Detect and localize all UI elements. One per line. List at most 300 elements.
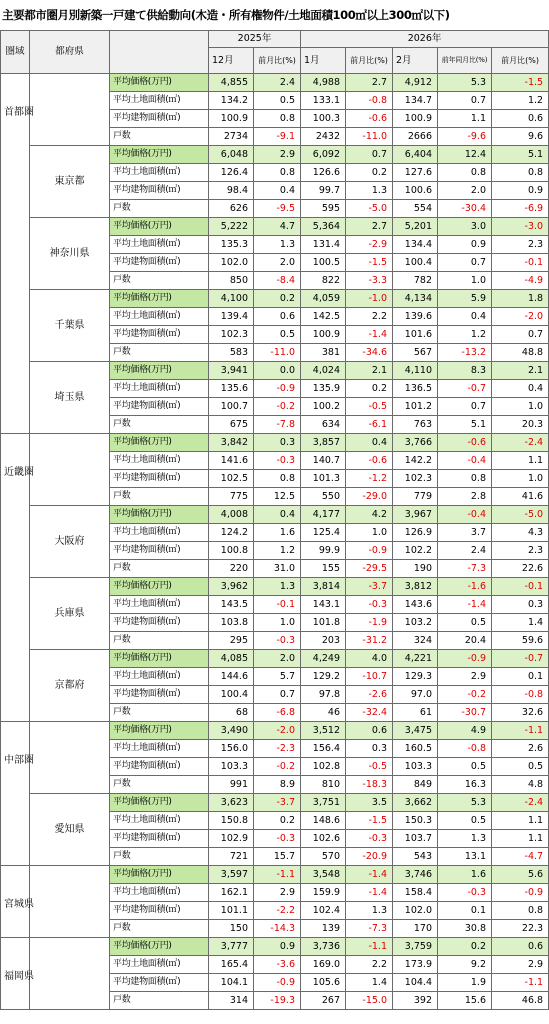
value-cell: 4,912 bbox=[393, 74, 438, 92]
value-cell: 1.4 bbox=[492, 614, 549, 632]
value-cell: 9.2 bbox=[438, 956, 492, 974]
value-cell: 4,134 bbox=[393, 290, 438, 308]
pref-cell bbox=[30, 74, 110, 146]
value-cell: 101.8 bbox=[301, 614, 346, 632]
value-cell: 4,024 bbox=[301, 362, 346, 380]
value-cell: -0.4 bbox=[438, 452, 492, 470]
value-cell: 2.2 bbox=[346, 956, 393, 974]
value-cell: 101.6 bbox=[393, 326, 438, 344]
metric-label: 戸数 bbox=[110, 272, 209, 290]
value-cell: -1.5 bbox=[346, 254, 393, 272]
value-cell: 4,100 bbox=[209, 290, 254, 308]
value-cell: 103.2 bbox=[393, 614, 438, 632]
value-cell: 125.4 bbox=[301, 524, 346, 542]
pref-cell bbox=[30, 722, 110, 794]
value-cell: 150.8 bbox=[209, 812, 254, 830]
value-cell: 100.8 bbox=[209, 542, 254, 560]
value-cell: -1.1 bbox=[492, 722, 549, 740]
value-cell: 129.3 bbox=[393, 668, 438, 686]
value-cell: 46.8 bbox=[492, 992, 549, 1010]
metric-label: 平均建物面積(㎡) bbox=[110, 758, 209, 776]
value-cell: 1.3 bbox=[438, 830, 492, 848]
pref-cell: 神奈川県 bbox=[30, 218, 110, 290]
metric-label: 平均価格(万円) bbox=[110, 578, 209, 596]
value-cell: 156.4 bbox=[301, 740, 346, 758]
value-cell: -0.7 bbox=[492, 650, 549, 668]
value-cell: -20.9 bbox=[346, 848, 393, 866]
value-cell: 220 bbox=[209, 560, 254, 578]
value-cell: -1.5 bbox=[492, 74, 549, 92]
value-cell: -0.6 bbox=[346, 452, 393, 470]
value-cell: 1.9 bbox=[438, 974, 492, 992]
value-cell: 6,048 bbox=[209, 146, 254, 164]
table-row bbox=[1, 866, 549, 884]
value-cell: 103.8 bbox=[209, 614, 254, 632]
value-cell: 4,110 bbox=[393, 362, 438, 380]
value-cell: -1.4 bbox=[346, 884, 393, 902]
value-cell: 99.7 bbox=[301, 182, 346, 200]
value-cell: 1.0 bbox=[438, 272, 492, 290]
month-jan-header: 1月 bbox=[301, 48, 346, 74]
value-cell: 102.5 bbox=[209, 470, 254, 488]
metric-header bbox=[110, 31, 209, 74]
value-cell: 0.2 bbox=[346, 380, 393, 398]
value-cell: -14.3 bbox=[254, 920, 301, 938]
value-cell: -10.7 bbox=[346, 668, 393, 686]
value-cell: 2.0 bbox=[254, 254, 301, 272]
value-cell: -3.7 bbox=[346, 578, 393, 596]
year-2026-header: 2026年 bbox=[301, 31, 549, 48]
value-cell: 142.2 bbox=[393, 452, 438, 470]
value-cell: 127.6 bbox=[393, 164, 438, 182]
value-cell: 170 bbox=[393, 920, 438, 938]
metric-label: 平均建物面積(㎡) bbox=[110, 182, 209, 200]
area-cell: 中部圏 bbox=[1, 722, 30, 866]
value-cell: 0.8 bbox=[254, 470, 301, 488]
value-cell: 31.0 bbox=[254, 560, 301, 578]
metric-label: 平均土地面積(㎡) bbox=[110, 524, 209, 542]
value-cell: 30.8 bbox=[438, 920, 492, 938]
value-cell: 634 bbox=[301, 416, 346, 434]
metric-label: 平均価格(万円) bbox=[110, 218, 209, 236]
metric-label: 平均建物面積(㎡) bbox=[110, 686, 209, 704]
value-cell: 0.2 bbox=[254, 290, 301, 308]
metric-label: 平均価格(万円) bbox=[110, 362, 209, 380]
area-cell: 宮城県 bbox=[1, 866, 30, 938]
value-cell: 1.1 bbox=[492, 452, 549, 470]
value-cell: -1.0 bbox=[346, 290, 393, 308]
value-cell: -2.0 bbox=[492, 308, 549, 326]
value-cell: 0.7 bbox=[438, 92, 492, 110]
value-cell: 5.3 bbox=[438, 74, 492, 92]
value-cell: 98.4 bbox=[209, 182, 254, 200]
value-cell: 103.7 bbox=[393, 830, 438, 848]
value-cell: 101.3 bbox=[301, 470, 346, 488]
value-cell: -1.1 bbox=[492, 974, 549, 992]
value-cell: 583 bbox=[209, 344, 254, 362]
value-cell: 22.3 bbox=[492, 920, 549, 938]
value-cell: -0.1 bbox=[492, 254, 549, 272]
value-cell: 1.3 bbox=[254, 236, 301, 254]
pref-cell: 兵庫県 bbox=[30, 578, 110, 650]
value-cell: 3,967 bbox=[393, 506, 438, 524]
value-cell: 0.2 bbox=[346, 164, 393, 182]
value-cell: 5.9 bbox=[438, 290, 492, 308]
value-cell: 0.5 bbox=[254, 92, 301, 110]
value-cell: 5.6 bbox=[492, 866, 549, 884]
value-cell: -0.9 bbox=[438, 650, 492, 668]
mom-header-dec: 前月比(%) bbox=[254, 48, 301, 74]
value-cell: 0.4 bbox=[438, 308, 492, 326]
value-cell: -1.2 bbox=[346, 470, 393, 488]
value-cell: 100.3 bbox=[301, 110, 346, 128]
value-cell: -0.1 bbox=[254, 596, 301, 614]
value-cell: 41.6 bbox=[492, 488, 549, 506]
value-cell: 6,404 bbox=[393, 146, 438, 164]
value-cell: -3.6 bbox=[254, 956, 301, 974]
value-cell: 822 bbox=[301, 272, 346, 290]
value-cell: 2.0 bbox=[438, 182, 492, 200]
value-cell: 0.6 bbox=[492, 110, 549, 128]
value-cell: -2.4 bbox=[492, 794, 549, 812]
value-cell: -0.2 bbox=[254, 758, 301, 776]
value-cell: 3,597 bbox=[209, 866, 254, 884]
value-cell: 3,766 bbox=[393, 434, 438, 452]
value-cell: -0.9 bbox=[254, 974, 301, 992]
value-cell: -5.0 bbox=[492, 506, 549, 524]
value-cell: 595 bbox=[301, 200, 346, 218]
value-cell: 5.1 bbox=[438, 416, 492, 434]
value-cell: 61 bbox=[393, 704, 438, 722]
value-cell: 1.3 bbox=[254, 578, 301, 596]
value-cell: 155 bbox=[301, 560, 346, 578]
value-cell: -2.3 bbox=[254, 740, 301, 758]
value-cell: 20.4 bbox=[438, 632, 492, 650]
value-cell: -0.9 bbox=[492, 884, 549, 902]
value-cell: 4,249 bbox=[301, 650, 346, 668]
area-header: 圏域 bbox=[1, 31, 30, 74]
value-cell: 0.5 bbox=[438, 812, 492, 830]
yoy-header: 前年同月比(%) bbox=[438, 48, 492, 74]
table-body bbox=[1, 74, 549, 1010]
value-cell: 2.4 bbox=[254, 74, 301, 92]
value-cell: 102.2 bbox=[393, 542, 438, 560]
area-cell: 福岡県 bbox=[1, 938, 30, 1010]
metric-label: 平均建物面積(㎡) bbox=[110, 470, 209, 488]
value-cell: -0.8 bbox=[492, 686, 549, 704]
value-cell: 100.4 bbox=[393, 254, 438, 272]
metric-label: 平均土地面積(㎡) bbox=[110, 596, 209, 614]
value-cell: -0.6 bbox=[346, 110, 393, 128]
metric-label: 平均建物面積(㎡) bbox=[110, 398, 209, 416]
area-cell: 近畿圏 bbox=[1, 434, 30, 722]
value-cell: 100.6 bbox=[393, 182, 438, 200]
value-cell: 4.8 bbox=[492, 776, 549, 794]
value-cell: -19.3 bbox=[254, 992, 301, 1010]
value-cell: 139.4 bbox=[209, 308, 254, 326]
value-cell: 169.0 bbox=[301, 956, 346, 974]
value-cell: 763 bbox=[393, 416, 438, 434]
value-cell: -7.3 bbox=[346, 920, 393, 938]
value-cell: 4,855 bbox=[209, 74, 254, 92]
value-cell: -29.0 bbox=[346, 488, 393, 506]
table-row bbox=[1, 218, 549, 236]
value-cell: 0.8 bbox=[438, 470, 492, 488]
metric-label: 平均土地面積(㎡) bbox=[110, 236, 209, 254]
value-cell: 2.1 bbox=[492, 362, 549, 380]
value-cell: 99.9 bbox=[301, 542, 346, 560]
pref-cell: 千葉県 bbox=[30, 290, 110, 362]
value-cell: -9.5 bbox=[254, 200, 301, 218]
value-cell: 0.5 bbox=[438, 758, 492, 776]
value-cell: 134.2 bbox=[209, 92, 254, 110]
value-cell: 126.6 bbox=[301, 164, 346, 182]
value-cell: 139.6 bbox=[393, 308, 438, 326]
metric-label: 戸数 bbox=[110, 848, 209, 866]
pref-cell: 東京都 bbox=[30, 146, 110, 218]
value-cell: 97.8 bbox=[301, 686, 346, 704]
metric-label: 平均価格(万円) bbox=[110, 794, 209, 812]
metric-label: 戸数 bbox=[110, 488, 209, 506]
value-cell: 102.0 bbox=[393, 902, 438, 920]
metric-label: 平均建物面積(㎡) bbox=[110, 902, 209, 920]
value-cell: 1.0 bbox=[346, 524, 393, 542]
value-cell: 1.4 bbox=[346, 974, 393, 992]
value-cell: 3,623 bbox=[209, 794, 254, 812]
value-cell: 2.2 bbox=[346, 308, 393, 326]
value-cell: 1.0 bbox=[254, 614, 301, 632]
value-cell: 0.8 bbox=[254, 164, 301, 182]
value-cell: 126.4 bbox=[209, 164, 254, 182]
month-feb-header: 2月 bbox=[393, 48, 438, 74]
value-cell: 991 bbox=[209, 776, 254, 794]
value-cell: 775 bbox=[209, 488, 254, 506]
value-cell: 165.4 bbox=[209, 956, 254, 974]
value-cell: 0.6 bbox=[346, 722, 393, 740]
pref-cell: 京都府 bbox=[30, 650, 110, 722]
value-cell: 142.5 bbox=[301, 308, 346, 326]
value-cell: 267 bbox=[301, 992, 346, 1010]
value-cell: 68 bbox=[209, 704, 254, 722]
value-cell: 102.0 bbox=[209, 254, 254, 272]
value-cell: 4,177 bbox=[301, 506, 346, 524]
value-cell: -0.9 bbox=[254, 380, 301, 398]
value-cell: 97.0 bbox=[393, 686, 438, 704]
value-cell: 2.4 bbox=[438, 542, 492, 560]
value-cell: 0.6 bbox=[254, 308, 301, 326]
value-cell: -29.5 bbox=[346, 560, 393, 578]
value-cell: 3,512 bbox=[301, 722, 346, 740]
metric-label: 平均土地面積(㎡) bbox=[110, 164, 209, 182]
value-cell: 104.4 bbox=[393, 974, 438, 992]
value-cell: 4.7 bbox=[254, 218, 301, 236]
value-cell: -31.2 bbox=[346, 632, 393, 650]
pref-cell: 愛知県 bbox=[30, 794, 110, 866]
value-cell: 0.8 bbox=[492, 902, 549, 920]
value-cell: 1.6 bbox=[438, 866, 492, 884]
value-cell: 4,059 bbox=[301, 290, 346, 308]
value-cell: 0.1 bbox=[492, 668, 549, 686]
metric-label: 平均土地面積(㎡) bbox=[110, 884, 209, 902]
value-cell: -30.7 bbox=[438, 704, 492, 722]
value-cell: 2.3 bbox=[492, 236, 549, 254]
value-cell: 136.5 bbox=[393, 380, 438, 398]
value-cell: -8.4 bbox=[254, 272, 301, 290]
metric-label: 平均土地面積(㎡) bbox=[110, 668, 209, 686]
value-cell: 131.4 bbox=[301, 236, 346, 254]
value-cell: -0.3 bbox=[254, 632, 301, 650]
value-cell: 849 bbox=[393, 776, 438, 794]
value-cell: 4,085 bbox=[209, 650, 254, 668]
value-cell: 134.7 bbox=[393, 92, 438, 110]
value-cell: -0.3 bbox=[346, 830, 393, 848]
table-row bbox=[1, 650, 549, 668]
value-cell: 5,222 bbox=[209, 218, 254, 236]
metric-label: 平均価格(万円) bbox=[110, 74, 209, 92]
table-row bbox=[1, 938, 549, 956]
value-cell: 101.1 bbox=[209, 902, 254, 920]
value-cell: 133.1 bbox=[301, 92, 346, 110]
value-cell: 1.8 bbox=[492, 290, 549, 308]
value-cell: 20.3 bbox=[492, 416, 549, 434]
value-cell: 102.4 bbox=[301, 902, 346, 920]
value-cell: 8.3 bbox=[438, 362, 492, 380]
metric-label: 平均価格(万円) bbox=[110, 866, 209, 884]
value-cell: -15.0 bbox=[346, 992, 393, 1010]
metric-label: 戸数 bbox=[110, 920, 209, 938]
value-cell: -0.3 bbox=[254, 452, 301, 470]
metric-label: 戸数 bbox=[110, 344, 209, 362]
metric-label: 平均建物面積(㎡) bbox=[110, 254, 209, 272]
metric-label: 平均価格(万円) bbox=[110, 938, 209, 956]
value-cell: -5.0 bbox=[346, 200, 393, 218]
value-cell: 0.3 bbox=[254, 434, 301, 452]
value-cell: 0.6 bbox=[492, 938, 549, 956]
value-cell: -0.8 bbox=[438, 740, 492, 758]
value-cell: 0.7 bbox=[346, 146, 393, 164]
metric-label: 戸数 bbox=[110, 632, 209, 650]
value-cell: 0.7 bbox=[438, 254, 492, 272]
value-cell: -0.2 bbox=[438, 686, 492, 704]
value-cell: -1.4 bbox=[438, 596, 492, 614]
value-cell: 104.1 bbox=[209, 974, 254, 992]
value-cell: 2.9 bbox=[254, 884, 301, 902]
value-cell: 570 bbox=[301, 848, 346, 866]
value-cell: -4.9 bbox=[492, 272, 549, 290]
value-cell: 105.6 bbox=[301, 974, 346, 992]
value-cell: 721 bbox=[209, 848, 254, 866]
value-cell: -1.9 bbox=[346, 614, 393, 632]
value-cell: -2.0 bbox=[254, 722, 301, 740]
value-cell: 2.9 bbox=[438, 668, 492, 686]
value-cell: 2.8 bbox=[438, 488, 492, 506]
value-cell: 3,751 bbox=[301, 794, 346, 812]
value-cell: -11.0 bbox=[254, 344, 301, 362]
value-cell: 3,812 bbox=[393, 578, 438, 596]
value-cell: 3,814 bbox=[301, 578, 346, 596]
table-row bbox=[1, 362, 549, 380]
value-cell: 3,842 bbox=[209, 434, 254, 452]
value-cell: 102.3 bbox=[393, 470, 438, 488]
value-cell: -1.4 bbox=[346, 866, 393, 884]
value-cell: 2.1 bbox=[346, 362, 393, 380]
value-cell: 124.2 bbox=[209, 524, 254, 542]
value-cell: 2.9 bbox=[254, 146, 301, 164]
value-cell: 0.4 bbox=[492, 380, 549, 398]
value-cell: -7.8 bbox=[254, 416, 301, 434]
value-cell: 0.7 bbox=[492, 326, 549, 344]
value-cell: 4.3 bbox=[492, 524, 549, 542]
value-cell: 32.6 bbox=[492, 704, 549, 722]
value-cell: -4.7 bbox=[492, 848, 549, 866]
metric-label: 平均建物面積(㎡) bbox=[110, 542, 209, 560]
value-cell: 100.9 bbox=[209, 110, 254, 128]
value-cell: 0.3 bbox=[492, 596, 549, 614]
page-title: 主要都市圏月別新築一戸建て供給動向(木造・所有権物件/土地面積100㎡以上300㎡以下) bbox=[2, 8, 450, 22]
value-cell: 1.2 bbox=[438, 326, 492, 344]
value-cell: 0.4 bbox=[254, 506, 301, 524]
metric-label: 平均価格(万円) bbox=[110, 506, 209, 524]
value-cell: 0.7 bbox=[438, 398, 492, 416]
value-cell: 3,759 bbox=[393, 938, 438, 956]
value-cell: -1.5 bbox=[346, 812, 393, 830]
value-cell: 135.6 bbox=[209, 380, 254, 398]
year-2025-header: 2025年 bbox=[209, 31, 301, 48]
value-cell: 100.7 bbox=[209, 398, 254, 416]
value-cell: 143.6 bbox=[393, 596, 438, 614]
area-cell: 首都圏 bbox=[1, 74, 30, 434]
value-cell: -34.6 bbox=[346, 344, 393, 362]
value-cell: 4,988 bbox=[301, 74, 346, 92]
value-cell: 5.3 bbox=[438, 794, 492, 812]
metric-label: 平均土地面積(㎡) bbox=[110, 956, 209, 974]
value-cell: 126.9 bbox=[393, 524, 438, 542]
metric-label: 平均建物面積(㎡) bbox=[110, 614, 209, 632]
table-row bbox=[1, 290, 549, 308]
value-cell: 2666 bbox=[393, 128, 438, 146]
value-cell: 2.7 bbox=[346, 74, 393, 92]
value-cell: 1.2 bbox=[492, 92, 549, 110]
value-cell: 3,962 bbox=[209, 578, 254, 596]
value-cell: -13.2 bbox=[438, 344, 492, 362]
value-cell: 626 bbox=[209, 200, 254, 218]
value-cell: -6.1 bbox=[346, 416, 393, 434]
metric-label: 平均建物面積(㎡) bbox=[110, 326, 209, 344]
value-cell: 203 bbox=[301, 632, 346, 650]
value-cell: 550 bbox=[301, 488, 346, 506]
table-row bbox=[1, 794, 549, 812]
value-cell: -11.0 bbox=[346, 128, 393, 146]
metric-label: 戸数 bbox=[110, 992, 209, 1010]
value-cell: 143.5 bbox=[209, 596, 254, 614]
value-cell: -2.9 bbox=[346, 236, 393, 254]
metric-label: 平均土地面積(㎡) bbox=[110, 812, 209, 830]
value-cell: 8.9 bbox=[254, 776, 301, 794]
value-cell: -3.0 bbox=[492, 218, 549, 236]
metric-label: 戸数 bbox=[110, 776, 209, 794]
value-cell: 135.9 bbox=[301, 380, 346, 398]
value-cell: 162.1 bbox=[209, 884, 254, 902]
value-cell: 102.6 bbox=[301, 830, 346, 848]
value-cell: 5,364 bbox=[301, 218, 346, 236]
value-cell: 135.3 bbox=[209, 236, 254, 254]
value-cell: -30.4 bbox=[438, 200, 492, 218]
metric-label: 戸数 bbox=[110, 416, 209, 434]
value-cell: 381 bbox=[301, 344, 346, 362]
value-cell: 4.2 bbox=[346, 506, 393, 524]
value-cell: -3.3 bbox=[346, 272, 393, 290]
mom-header-jan: 前月比(%) bbox=[346, 48, 393, 74]
